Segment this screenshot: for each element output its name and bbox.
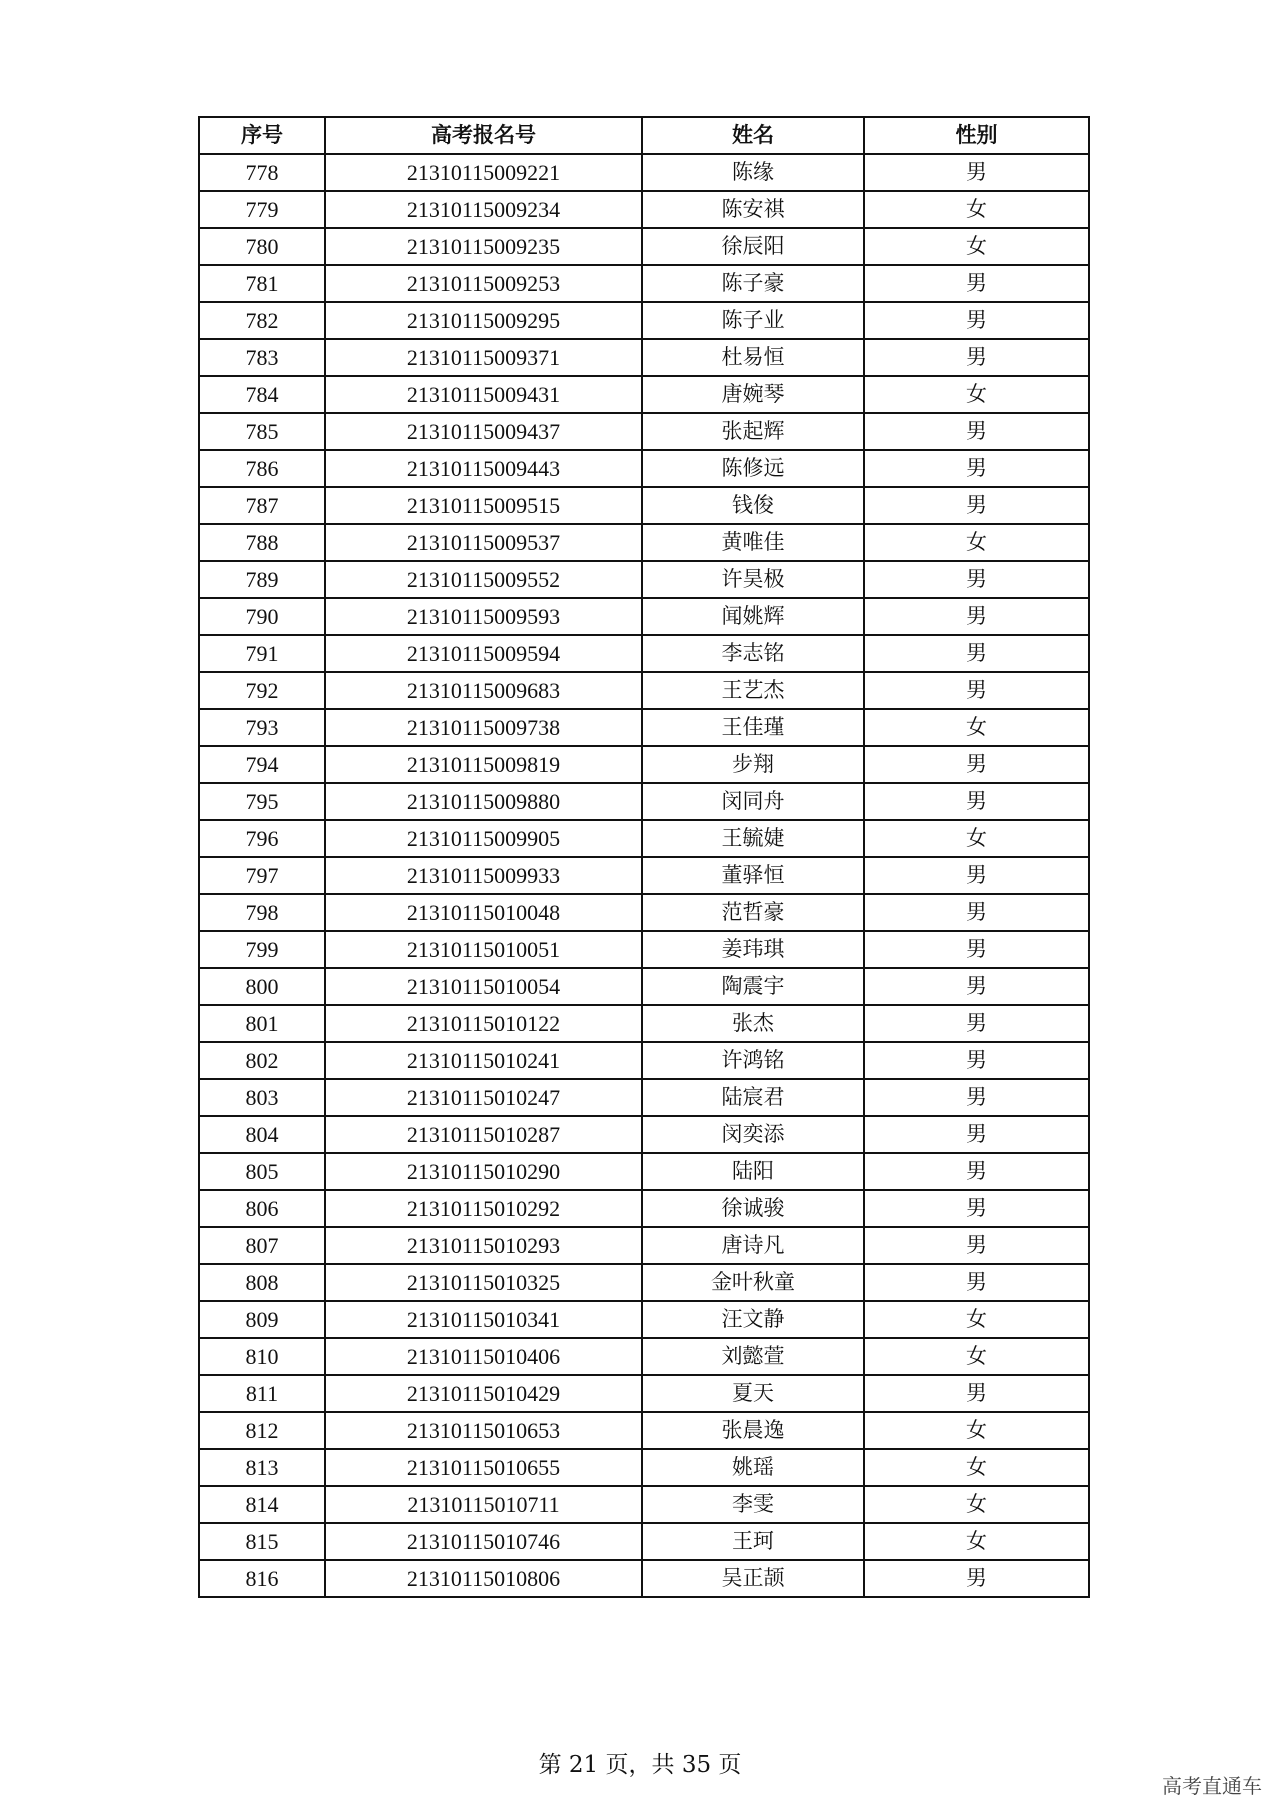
cell-name: 张起辉 bbox=[642, 413, 864, 450]
cell-index: 790 bbox=[199, 598, 325, 635]
table-row bbox=[199, 894, 1089, 931]
cell-name: 姜玮琪 bbox=[642, 931, 864, 968]
cell-exam-reg-no: 21310115010287 bbox=[325, 1116, 642, 1153]
table-row bbox=[199, 857, 1089, 894]
cell-name: 王毓婕 bbox=[642, 820, 864, 857]
cell-gender: 女 bbox=[864, 1338, 1089, 1375]
cell-gender: 男 bbox=[864, 1227, 1089, 1264]
cell-gender: 男 bbox=[864, 598, 1089, 635]
cell-gender: 男 bbox=[864, 635, 1089, 672]
cell-exam-reg-no: 21310115009683 bbox=[325, 672, 642, 709]
cell-gender: 男 bbox=[864, 1116, 1089, 1153]
table-row bbox=[199, 1005, 1089, 1042]
cell-index: 808 bbox=[199, 1264, 325, 1301]
table-row bbox=[199, 1042, 1089, 1079]
table-row bbox=[199, 931, 1089, 968]
table-row bbox=[199, 1116, 1089, 1153]
cell-index: 795 bbox=[199, 783, 325, 820]
table-row bbox=[199, 302, 1089, 339]
cell-exam-reg-no: 21310115009537 bbox=[325, 524, 642, 561]
cell-exam-reg-no: 21310115009819 bbox=[325, 746, 642, 783]
table-row bbox=[199, 339, 1089, 376]
cell-name: 陆宸君 bbox=[642, 1079, 864, 1116]
cell-index: 815 bbox=[199, 1523, 325, 1560]
cell-index: 796 bbox=[199, 820, 325, 857]
cell-index: 798 bbox=[199, 894, 325, 931]
cell-gender: 男 bbox=[864, 672, 1089, 709]
cell-exam-reg-no: 21310115009905 bbox=[325, 820, 642, 857]
cell-exam-reg-no: 21310115009880 bbox=[325, 783, 642, 820]
cell-gender: 男 bbox=[864, 1375, 1089, 1412]
cell-gender: 男 bbox=[864, 894, 1089, 931]
cell-name: 许鸿铭 bbox=[642, 1042, 864, 1079]
cell-name: 姚瑶 bbox=[642, 1449, 864, 1486]
cell-index: 779 bbox=[199, 191, 325, 228]
cell-name: 许昊极 bbox=[642, 561, 864, 598]
cell-index: 788 bbox=[199, 524, 325, 561]
cell-gender: 女 bbox=[864, 1523, 1089, 1560]
cell-index: 780 bbox=[199, 228, 325, 265]
cell-name: 夏天 bbox=[642, 1375, 864, 1412]
cell-index: 807 bbox=[199, 1227, 325, 1264]
cell-index: 816 bbox=[199, 1560, 325, 1597]
cell-index: 811 bbox=[199, 1375, 325, 1412]
cell-gender: 女 bbox=[864, 820, 1089, 857]
cell-exam-reg-no: 21310115010711 bbox=[325, 1486, 642, 1523]
table-row bbox=[199, 1190, 1089, 1227]
cell-gender: 男 bbox=[864, 746, 1089, 783]
cell-exam-reg-no: 21310115010806 bbox=[325, 1560, 642, 1597]
cell-index: 784 bbox=[199, 376, 325, 413]
cell-name: 杜易恒 bbox=[642, 339, 864, 376]
cell-name: 唐诗凡 bbox=[642, 1227, 864, 1264]
cell-exam-reg-no: 21310115009552 bbox=[325, 561, 642, 598]
cell-index: 781 bbox=[199, 265, 325, 302]
cell-exam-reg-no: 21310115010290 bbox=[325, 1153, 642, 1190]
table-row bbox=[199, 1412, 1089, 1449]
table-row bbox=[199, 1301, 1089, 1338]
page-current-number: 21 bbox=[568, 1752, 599, 1778]
cell-exam-reg-no: 21310115009221 bbox=[325, 154, 642, 191]
table-row bbox=[199, 1523, 1089, 1560]
cell-gender: 男 bbox=[864, 857, 1089, 894]
table-row bbox=[199, 1560, 1089, 1597]
table-row bbox=[199, 820, 1089, 857]
cell-name: 张晨逸 bbox=[642, 1412, 864, 1449]
cell-name: 闵奕添 bbox=[642, 1116, 864, 1153]
cell-gender: 男 bbox=[864, 487, 1089, 524]
footer-suffix: 页 bbox=[711, 1752, 742, 1778]
cell-gender: 男 bbox=[864, 1264, 1089, 1301]
cell-exam-reg-no: 21310115009253 bbox=[325, 265, 642, 302]
cell-name: 陈子业 bbox=[642, 302, 864, 339]
cell-exam-reg-no: 21310115009594 bbox=[325, 635, 642, 672]
cell-exam-reg-no: 21310115010241 bbox=[325, 1042, 642, 1079]
cell-index: 801 bbox=[199, 1005, 325, 1042]
cell-exam-reg-no: 21310115010122 bbox=[325, 1005, 642, 1042]
cell-name: 范哲豪 bbox=[642, 894, 864, 931]
cell-gender: 男 bbox=[864, 154, 1089, 191]
cell-index: 793 bbox=[199, 709, 325, 746]
cell-index: 791 bbox=[199, 635, 325, 672]
cell-index: 814 bbox=[199, 1486, 325, 1523]
cell-name: 吴正颉 bbox=[642, 1560, 864, 1597]
cell-index: 812 bbox=[199, 1412, 325, 1449]
cell-name: 王艺杰 bbox=[642, 672, 864, 709]
cell-index: 797 bbox=[199, 857, 325, 894]
cell-gender: 女 bbox=[864, 191, 1089, 228]
table-row bbox=[199, 598, 1089, 635]
cell-gender: 男 bbox=[864, 561, 1089, 598]
cell-exam-reg-no: 21310115010048 bbox=[325, 894, 642, 931]
cell-name: 张杰 bbox=[642, 1005, 864, 1042]
table-row bbox=[199, 265, 1089, 302]
cell-gender: 男 bbox=[864, 1005, 1089, 1042]
cell-gender: 男 bbox=[864, 450, 1089, 487]
table-row bbox=[199, 413, 1089, 450]
cell-gender: 女 bbox=[864, 524, 1089, 561]
header-index: 序号 bbox=[199, 117, 325, 154]
table-row bbox=[199, 783, 1089, 820]
cell-index: 782 bbox=[199, 302, 325, 339]
cell-exam-reg-no: 21310115009738 bbox=[325, 709, 642, 746]
table-row bbox=[199, 524, 1089, 561]
cell-exam-reg-no: 21310115009933 bbox=[325, 857, 642, 894]
table-row bbox=[199, 1079, 1089, 1116]
cell-exam-reg-no: 21310115009431 bbox=[325, 376, 642, 413]
page-footer bbox=[0, 1746, 1280, 1779]
cell-exam-reg-no: 21310115009443 bbox=[325, 450, 642, 487]
cell-index: 803 bbox=[199, 1079, 325, 1116]
table-row bbox=[199, 191, 1089, 228]
cell-index: 789 bbox=[199, 561, 325, 598]
table-row bbox=[199, 746, 1089, 783]
cell-gender: 男 bbox=[864, 931, 1089, 968]
cell-name: 黄唯佳 bbox=[642, 524, 864, 561]
cell-exam-reg-no: 21310115009234 bbox=[325, 191, 642, 228]
table-row bbox=[199, 1449, 1089, 1486]
cell-name: 徐诚骏 bbox=[642, 1190, 864, 1227]
cell-index: 806 bbox=[199, 1190, 325, 1227]
cell-index: 786 bbox=[199, 450, 325, 487]
cell-name: 董驿恒 bbox=[642, 857, 864, 894]
cell-gender: 男 bbox=[864, 1153, 1089, 1190]
cell-gender: 女 bbox=[864, 1412, 1089, 1449]
table-row bbox=[199, 376, 1089, 413]
cell-index: 785 bbox=[199, 413, 325, 450]
cell-name: 闵同舟 bbox=[642, 783, 864, 820]
cell-name: 陈修远 bbox=[642, 450, 864, 487]
cell-gender: 男 bbox=[864, 1079, 1089, 1116]
cell-index: 800 bbox=[199, 968, 325, 1005]
cell-index: 813 bbox=[199, 1449, 325, 1486]
cell-name: 王佳瑾 bbox=[642, 709, 864, 746]
cell-name: 钱俊 bbox=[642, 487, 864, 524]
cell-name: 陆阳 bbox=[642, 1153, 864, 1190]
cell-gender: 女 bbox=[864, 376, 1089, 413]
table-row bbox=[199, 1264, 1089, 1301]
cell-index: 810 bbox=[199, 1338, 325, 1375]
cell-gender: 男 bbox=[864, 1190, 1089, 1227]
cell-exam-reg-no: 21310115009515 bbox=[325, 487, 642, 524]
cell-name: 闻姚辉 bbox=[642, 598, 864, 635]
cell-exam-reg-no: 21310115010293 bbox=[325, 1227, 642, 1264]
cell-exam-reg-no: 21310115010325 bbox=[325, 1264, 642, 1301]
cell-exam-reg-no: 21310115009437 bbox=[325, 413, 642, 450]
cell-exam-reg-no: 21310115009235 bbox=[325, 228, 642, 265]
table-row bbox=[199, 228, 1089, 265]
cell-index: 802 bbox=[199, 1042, 325, 1079]
cell-gender: 女 bbox=[864, 228, 1089, 265]
cell-exam-reg-no: 21310115010292 bbox=[325, 1190, 642, 1227]
page-total-number: 35 bbox=[681, 1752, 712, 1778]
cell-name: 李雯 bbox=[642, 1486, 864, 1523]
cell-exam-reg-no: 21310115010054 bbox=[325, 968, 642, 1005]
cell-name: 唐婉琴 bbox=[642, 376, 864, 413]
cell-gender: 男 bbox=[864, 339, 1089, 376]
cell-index: 799 bbox=[199, 931, 325, 968]
cell-index: 804 bbox=[199, 1116, 325, 1153]
cell-gender: 女 bbox=[864, 1301, 1089, 1338]
table-row bbox=[199, 1153, 1089, 1190]
cell-name: 陈子豪 bbox=[642, 265, 864, 302]
watermark-text: 高考直通车 bbox=[1162, 1774, 1262, 1798]
cell-name: 陶震宇 bbox=[642, 968, 864, 1005]
cell-name: 金叶秋童 bbox=[642, 1264, 864, 1301]
table-row bbox=[199, 450, 1089, 487]
cell-index: 794 bbox=[199, 746, 325, 783]
table-row bbox=[199, 635, 1089, 672]
cell-name: 陈缘 bbox=[642, 154, 864, 191]
cell-exam-reg-no: 21310115010051 bbox=[325, 931, 642, 968]
cell-exam-reg-no: 21310115009295 bbox=[325, 302, 642, 339]
header-gender: 性别 bbox=[864, 117, 1089, 154]
cell-gender: 女 bbox=[864, 1449, 1089, 1486]
table-row bbox=[199, 1375, 1089, 1412]
header-name: 姓名 bbox=[642, 117, 864, 154]
cell-exam-reg-no: 21310115010746 bbox=[325, 1523, 642, 1560]
cell-gender: 男 bbox=[864, 783, 1089, 820]
table-row bbox=[199, 561, 1089, 598]
header-exam-reg-no: 高考报名号 bbox=[325, 117, 642, 154]
cell-exam-reg-no: 21310115010655 bbox=[325, 1449, 642, 1486]
footer-prefix: 第 bbox=[538, 1752, 569, 1778]
cell-index: 778 bbox=[199, 154, 325, 191]
table-row bbox=[199, 1486, 1089, 1523]
cell-exam-reg-no: 21310115010247 bbox=[325, 1079, 642, 1116]
cell-index: 783 bbox=[199, 339, 325, 376]
cell-exam-reg-no: 21310115010653 bbox=[325, 1412, 642, 1449]
table-row bbox=[199, 968, 1089, 1005]
cell-gender: 女 bbox=[864, 1486, 1089, 1523]
cell-exam-reg-no: 21310115010429 bbox=[325, 1375, 642, 1412]
cell-index: 805 bbox=[199, 1153, 325, 1190]
table-row bbox=[199, 709, 1089, 746]
cell-index: 792 bbox=[199, 672, 325, 709]
cell-gender: 男 bbox=[864, 413, 1089, 450]
cell-gender: 男 bbox=[864, 302, 1089, 339]
student-roster-table bbox=[198, 116, 1090, 1598]
footer-middle: 页，共 bbox=[598, 1752, 682, 1778]
table-row bbox=[199, 1338, 1089, 1375]
cell-gender: 男 bbox=[864, 1042, 1089, 1079]
table-row bbox=[199, 154, 1089, 191]
cell-name: 刘懿萱 bbox=[642, 1338, 864, 1375]
cell-name: 步翔 bbox=[642, 746, 864, 783]
cell-exam-reg-no: 21310115009593 bbox=[325, 598, 642, 635]
cell-gender: 男 bbox=[864, 1560, 1089, 1597]
cell-gender: 女 bbox=[864, 709, 1089, 746]
table-body bbox=[199, 154, 1089, 1597]
cell-name: 陈安祺 bbox=[642, 191, 864, 228]
cell-name: 李志铭 bbox=[642, 635, 864, 672]
cell-name: 汪文静 bbox=[642, 1301, 864, 1338]
cell-name: 王珂 bbox=[642, 1523, 864, 1560]
cell-index: 809 bbox=[199, 1301, 325, 1338]
cell-gender: 男 bbox=[864, 265, 1089, 302]
cell-gender: 男 bbox=[864, 968, 1089, 1005]
cell-index: 787 bbox=[199, 487, 325, 524]
table-header-row bbox=[199, 117, 1089, 154]
cell-exam-reg-no: 21310115010406 bbox=[325, 1338, 642, 1375]
table-row bbox=[199, 487, 1089, 524]
table-row bbox=[199, 1227, 1089, 1264]
cell-name: 徐辰阳 bbox=[642, 228, 864, 265]
cell-exam-reg-no: 21310115009371 bbox=[325, 339, 642, 376]
cell-exam-reg-no: 21310115010341 bbox=[325, 1301, 642, 1338]
table-row bbox=[199, 672, 1089, 709]
